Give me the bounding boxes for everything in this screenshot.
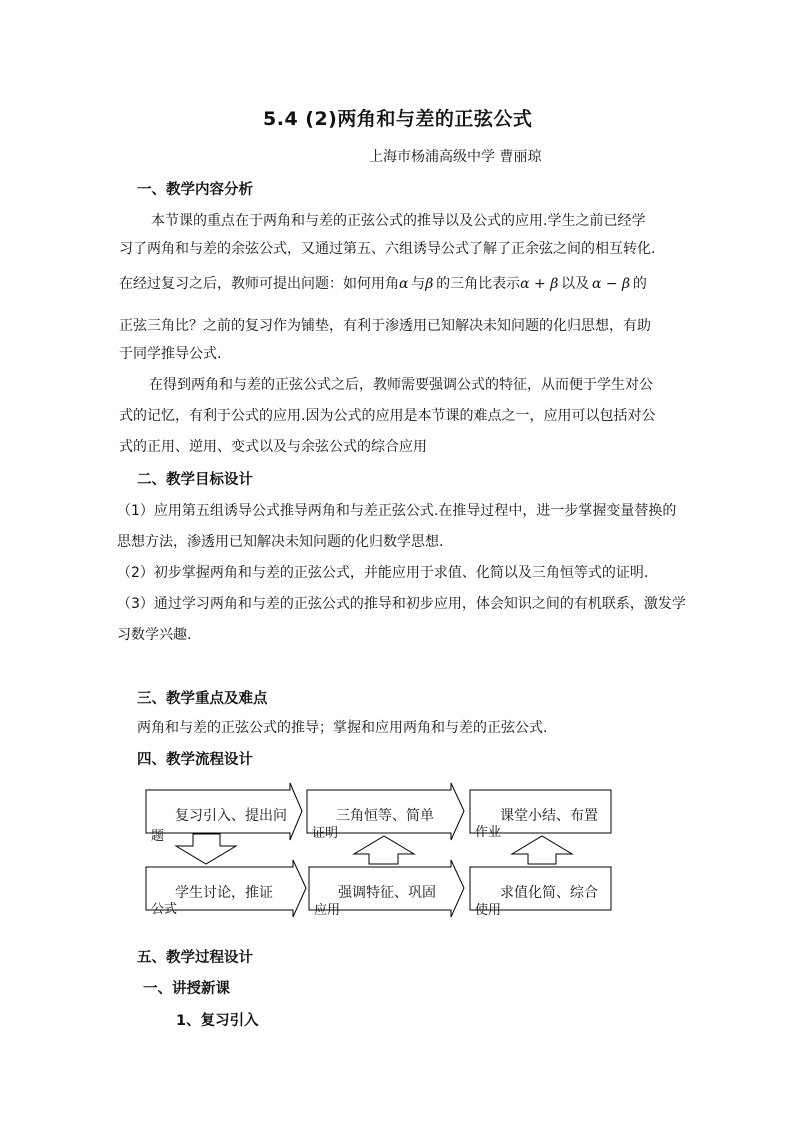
paragraph-line: 在得到两角和与差的正弦公式之后，教师需要强调公式的特征，从而便于学生对公 [149, 377, 653, 393]
flow-box-1-line1: 复习引入、提出问 [175, 808, 287, 824]
page-title: 5.4 (2)两角和与差的正弦公式 [263, 108, 533, 130]
text-run: 以及 [561, 276, 590, 292]
section-heading-flow: 四、教学流程设计 [137, 752, 253, 768]
section-heading-goals: 二、教学目标设计 [137, 472, 253, 488]
paragraph-line: 式的记忆，有利于公式的应用.因为公式的应用是本节课的难点之一，应用可以包括对公 [119, 408, 656, 424]
paragraph-line: 正弦三角比？之前的复习作为铺垫，有利于渗透用已知解决未知问题的化归思想，有助 [119, 318, 651, 334]
goal-line: 习数学兴趣. [117, 627, 192, 643]
subheading-review: 1、复习引入 [176, 1013, 259, 1029]
math-alpha-minus-beta: α − β [591, 276, 631, 292]
text-run: 的三角比表示 [436, 276, 521, 292]
flow-box-5-line2 [314, 903, 340, 909]
paragraph-line: 于同学推导公式. [119, 346, 222, 362]
flow-arrow-up-1 [354, 836, 414, 864]
key-points-line: 两角和与差的正弦公式的推导；掌握和应用两角和与差的正弦公式. [137, 720, 548, 736]
goal-line: （1）应用第五组诱导公式推导两角和与差正弦公式.在推导过程中，进一步掌握变量替换的 [117, 503, 677, 519]
paragraph-line: 式的正用、逆用、变式以及与余弦公式的综合应用 [119, 439, 427, 455]
author-line: 上海市杨浦高级中学 曹丽琼 [369, 149, 542, 165]
flow-arrow-up-2 [512, 836, 572, 864]
goal-line: （3）通过学习两角和与差的正弦公式的推导和初步应用，体会知识之间的有机联系，激发学 [117, 596, 686, 612]
subheading-new-lesson: 一、讲授新课 [143, 981, 230, 997]
math-alpha-plus-beta: α + β [520, 276, 559, 292]
flow-arrow-down [176, 834, 236, 864]
paragraph-line: 本节课的重点在于两角和与差的正弦公式的推导以及公式的应用.学生之前已经学 [151, 213, 646, 229]
flow-box-4-line2: 公式 [151, 902, 178, 917]
flow-box-5-line1: 强调特征、巩固 [338, 885, 436, 901]
flow-box-4-line1: 学生讨论，推证 [175, 885, 273, 901]
flow-box-6-line1: 求值化简、综合 [500, 885, 598, 901]
goal-line: （2）初步掌握两角和与差的正弦公式，并能应用于求值、化简以及三角恒等式的证明. [117, 565, 649, 581]
flow-box-3-line2: 作业 [475, 825, 502, 840]
flow-box-2-line1: 三角恒等、简单 [336, 808, 434, 824]
goal-line: 思想方法，渗透用已知解决未知问题的化归数学思想. [117, 534, 444, 550]
text-run: 与 [411, 276, 426, 292]
section-heading-key-points: 三、教学重点及难点 [137, 691, 268, 707]
paragraph-line: 习了两角和与差的余弦公式，又通过第五、六组诱导公式了解了正余弦之间的相互转化. [119, 241, 656, 257]
section-heading-content-analysis: 一、教学内容分析 [137, 182, 253, 198]
flow-box-2-line2 [312, 826, 338, 832]
section-heading-process: 五、教学过程设计 [137, 950, 253, 966]
flow-box-3-line1: 课堂小结、布置 [500, 808, 598, 824]
math-beta: β [425, 276, 434, 292]
flow-box-1-line2: 题 [151, 829, 165, 844]
text-run: 在经过复习之后，教师可提出问题：如何用角 [119, 276, 399, 292]
flow-box-6-line2: 使用 [475, 903, 502, 918]
text-run: 的 [632, 276, 647, 292]
math-alpha: α [399, 276, 409, 292]
